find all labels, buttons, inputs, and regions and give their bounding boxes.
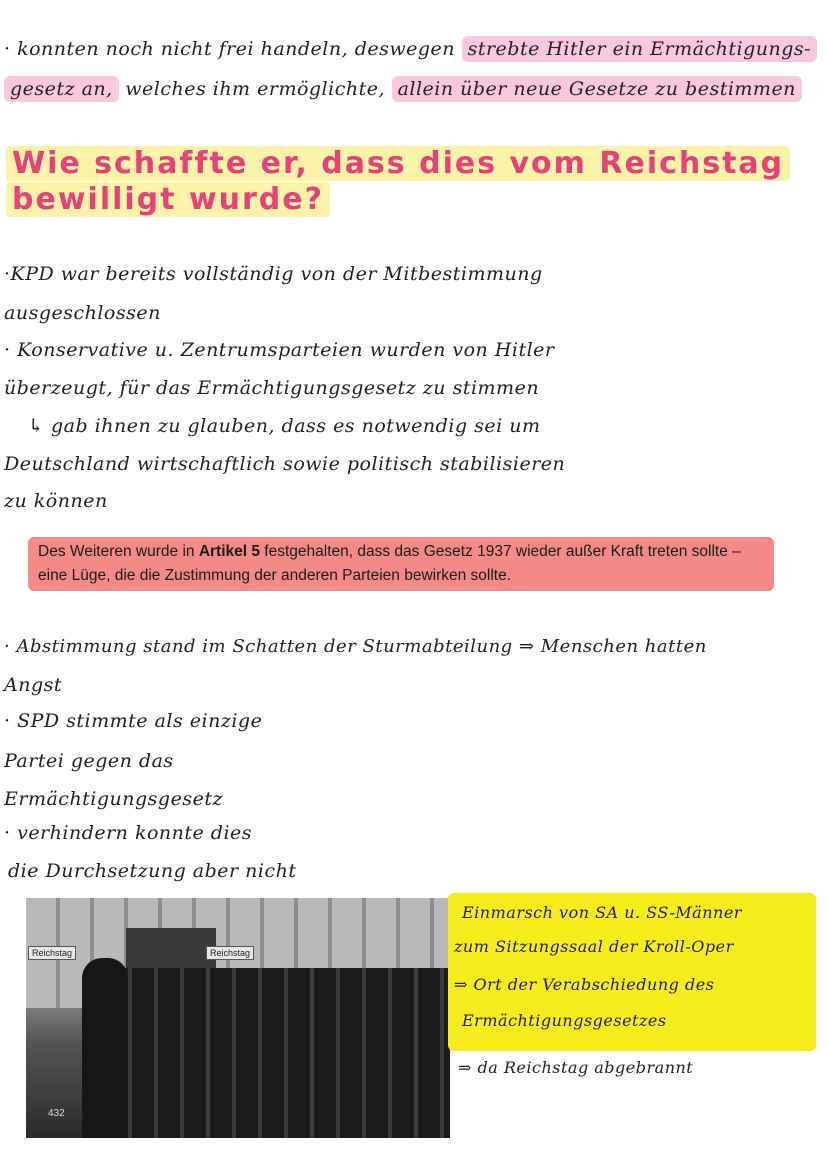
intro-line-1 [4, 38, 817, 60]
note2-line: · SPD stimmte als einzige [4, 710, 263, 732]
typed-note-after: festgehalten, dass das Gesetz 1937 wieder außer Kraft treten sollte – eine Lüge, die die Zustimmung der anderen Parteien bewirken sollte. [38, 543, 741, 584]
note-line: Deutschland wirtschaftlich sowie politisch stabilisieren [4, 453, 566, 475]
yellow-note-line: zum Sitzungssaal der Kroll-Oper [454, 937, 734, 956]
photo-page-number: 432 [48, 1108, 65, 1119]
photo-marching-troops [106, 968, 450, 1138]
typed-note-bold: Artikel 5 [198, 543, 260, 560]
note2-line: Ermächtigungsgesetz [4, 788, 223, 810]
yellow-note-line: Ermächtigungsgesetzes [462, 1011, 667, 1030]
intro-line-2-text: welches ihm ermöglichte, [125, 78, 386, 100]
note2-line: Partei gegen das [4, 750, 174, 772]
note2-line: · verhindern konnte dies [4, 822, 253, 844]
intro-line-1-text: · konnten noch nicht frei handeln, deswegen [4, 38, 456, 60]
note-line: überzeugt, für das Ermächtigungsgesetz zu stimmen [4, 377, 540, 399]
question-line-2-text: bewilligt wurde? [6, 182, 330, 217]
intro-line-2-highlight-a: gesetz an, [4, 76, 119, 102]
photo-sign-1: Reichstag [28, 946, 76, 960]
yellow-note-line: Einmarsch von SA u. SS-Männer [462, 903, 742, 922]
note2-line: Angst [4, 674, 63, 696]
intro-line-2 [4, 78, 802, 100]
note-line: ausgeschlossen [4, 302, 161, 324]
intro-line-1-highlight: strebte Hitler ein Ermächtigungs- [462, 36, 817, 62]
question-line-1-text: Wie schaffte er, dass dies vom Reichstag [6, 146, 790, 181]
photo-sign-2: Reichstag [206, 946, 254, 960]
note-line: · Konservative u. Zentrumsparteien wurden von Hitler [4, 339, 555, 361]
typed-note-before: Des Weiteren wurde in [38, 543, 199, 560]
note-line: ·KPD war bereits vollständig von der Mitbestimmung [4, 263, 543, 285]
question-line-2 [6, 182, 330, 217]
yellow-note-line: ⇒ Ort der Verabschiedung des [454, 975, 715, 994]
note2-line: die Durchsetzung aber nicht [8, 860, 297, 882]
note2-line: · Abstimmung stand im Schatten der Sturmabteilung ⇒ Menschen hatten [4, 636, 707, 657]
after-note: ⇒ da Reichstag abgebrannt [458, 1058, 694, 1077]
photo-standing-figure [82, 958, 128, 1138]
typed-note [28, 537, 774, 591]
intro-line-2-highlight-b: allein über neue Gesetze zu bestimmen [392, 76, 802, 102]
note-line: zu können [4, 490, 108, 512]
question-line-1 [6, 146, 790, 181]
yellow-note-box [448, 893, 816, 1051]
historical-photo [26, 898, 450, 1138]
note-line: ↳ gab ihnen zu glauben, dass es notwendig sei um [28, 415, 541, 437]
